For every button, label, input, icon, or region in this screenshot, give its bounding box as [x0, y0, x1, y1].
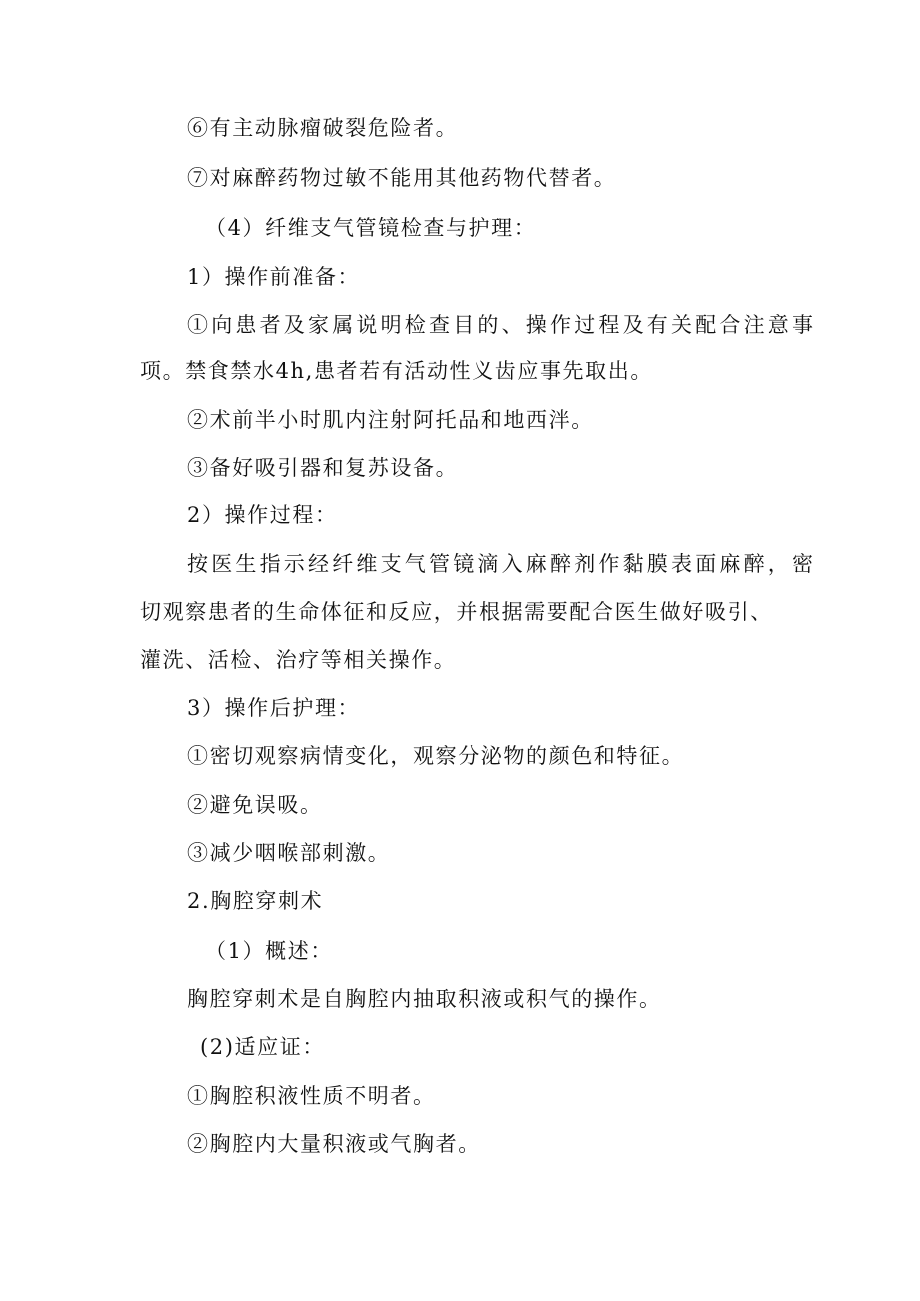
subsection-heading: （1）概述：	[205, 939, 333, 963]
text-line: 灌洗、活检、治疗等相关操作。	[140, 648, 457, 672]
text-line: 胸腔穿刺术是自胸腔内抽取积液或积气的操作。	[187, 987, 662, 1011]
text-line: ⑦对麻醉药物过敏不能用其他药物代替者。	[187, 166, 617, 190]
subsection-heading: 1）操作前准备：	[187, 265, 361, 289]
subsection-heading: (2)适应证：	[200, 1035, 325, 1059]
text-line: ③备好吸引器和复苏设备。	[187, 456, 459, 480]
text-line: ②避免误吸。	[187, 793, 323, 817]
subsection-heading: 2）操作过程：	[187, 503, 338, 527]
text-line: ①密切观察病情变化，观察分泌物的颜色和特征。	[187, 744, 685, 768]
text-line: 切观察患者的生命体征和反应，并根据需要配合医生做好吸引、	[140, 600, 773, 624]
text-line: ⑥有主动脉瘤破裂危险者。	[187, 116, 459, 140]
text-line: ②术前半小时肌内注射阿托品和地西泮。	[187, 408, 594, 432]
subsection-heading: 3）操作后护理：	[187, 696, 361, 720]
text-line: ①胸腔积液性质不明者。	[187, 1084, 436, 1108]
text-line: 按医生指示经纤维支气管镜滴入麻醉剂作黏膜表面麻醉，密	[187, 552, 817, 576]
section-heading: 2.胸腔穿刺术	[187, 889, 324, 913]
text-line: ①向患者及家属说明检查目的、操作过程及有关配合注意事	[187, 313, 817, 337]
text-line: ③减少咽喉部刺激。	[187, 841, 391, 865]
section-heading: （4）纤维支气管镜检查与护理：	[205, 216, 537, 240]
text-line: 项。禁食禁水4h,患者若有活动性义齿应事先取出。	[140, 359, 653, 383]
text-line: ②胸腔内大量积液或气胸者。	[187, 1132, 481, 1156]
